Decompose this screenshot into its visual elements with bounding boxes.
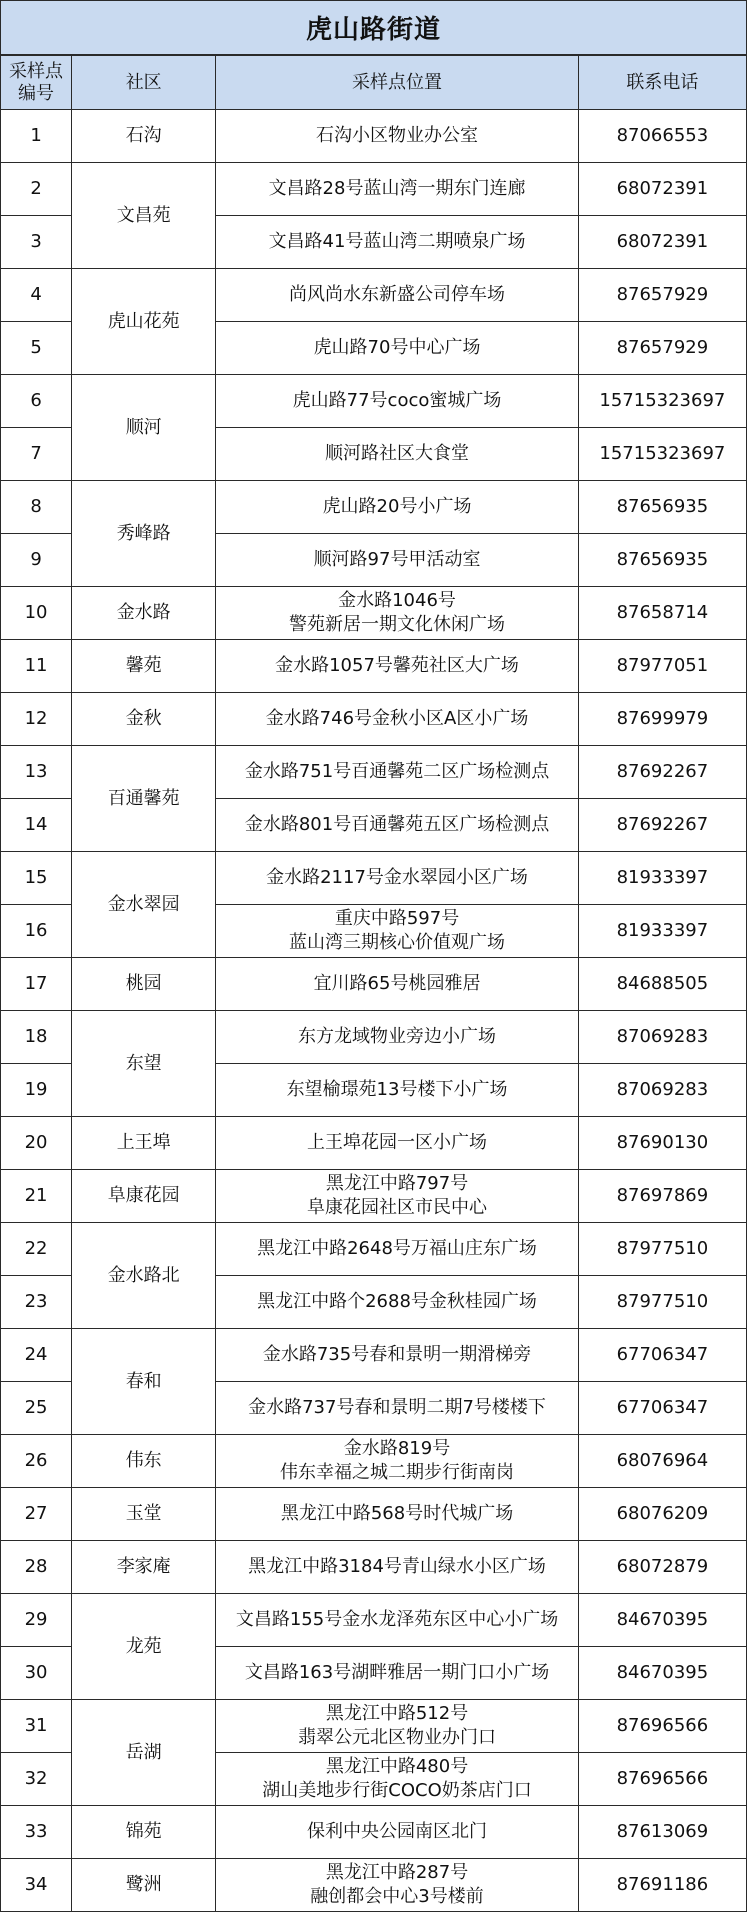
table-row xyxy=(1,1329,747,1382)
table-row xyxy=(1,640,747,693)
cell-location xyxy=(216,1859,578,1912)
cell-no: 21 xyxy=(1,1170,72,1223)
table-row xyxy=(1,1594,747,1647)
cell-location: 虎山路77号coco蜜城广场 xyxy=(216,375,578,428)
table-header-row xyxy=(1,56,747,110)
cell-location: 金水路1057号馨苑社区大广场 xyxy=(216,640,578,693)
cell-phone: 68072391 xyxy=(578,216,746,269)
cell-location: 黑龙江中路个2688号金秋桂园广场 xyxy=(216,1276,578,1329)
cell-phone: 67706347 xyxy=(578,1382,746,1435)
cell-community: 石沟 xyxy=(72,110,216,163)
cell-no: 30 xyxy=(1,1647,72,1700)
cell-phone: 87690130 xyxy=(578,1117,746,1170)
cell-location: 金水路735号春和景明一期滑梯旁 xyxy=(216,1329,578,1382)
cell-no: 13 xyxy=(1,746,72,799)
cell-location: 上王埠花园一区小广场 xyxy=(216,1117,578,1170)
cell-no: 6 xyxy=(1,375,72,428)
cell-no: 32 xyxy=(1,1753,72,1806)
cell-phone: 87699979 xyxy=(578,693,746,746)
cell-no: 9 xyxy=(1,534,72,587)
table-row xyxy=(1,1435,747,1488)
table-row xyxy=(1,1541,747,1594)
cell-phone: 84688505 xyxy=(578,958,746,1011)
cell-no: 23 xyxy=(1,1276,72,1329)
cell-no: 8 xyxy=(1,481,72,534)
cell-location: 石沟小区物业办公室 xyxy=(216,110,578,163)
table-row xyxy=(1,587,747,640)
location-line-1: 黑龙江中路797号 xyxy=(325,1173,469,1194)
cell-community: 鹭洲 xyxy=(72,1859,216,1912)
cell-location xyxy=(216,1170,578,1223)
cell-location xyxy=(216,1435,578,1488)
table-row xyxy=(1,852,747,905)
cell-location: 顺河路97号甲活动室 xyxy=(216,534,578,587)
cell-no: 28 xyxy=(1,1541,72,1594)
table-row xyxy=(1,110,747,163)
cell-location: 顺河路社区大食堂 xyxy=(216,428,578,481)
cell-location: 东望榆璟苑13号楼下小广场 xyxy=(216,1064,578,1117)
table-row xyxy=(1,693,747,746)
cell-phone: 87656935 xyxy=(578,481,746,534)
cell-community: 李家庵 xyxy=(72,1541,216,1594)
cell-community: 金水路北 xyxy=(72,1223,216,1329)
location-line-1: 黑龙江中路480号 xyxy=(325,1756,469,1777)
cell-community: 金秋 xyxy=(72,693,216,746)
cell-phone: 87696566 xyxy=(578,1700,746,1753)
cell-no: 34 xyxy=(1,1859,72,1912)
table-row xyxy=(1,163,747,216)
cell-no: 5 xyxy=(1,322,72,375)
cell-no: 25 xyxy=(1,1382,72,1435)
cell-no: 20 xyxy=(1,1117,72,1170)
location-line-1: 金水路819号 xyxy=(343,1438,451,1459)
cell-phone: 87656935 xyxy=(578,534,746,587)
cell-phone: 68072391 xyxy=(578,163,746,216)
cell-no: 17 xyxy=(1,958,72,1011)
cell-no: 12 xyxy=(1,693,72,746)
cell-no: 2 xyxy=(1,163,72,216)
cell-community: 金水翠园 xyxy=(72,852,216,958)
cell-location: 文昌路163号湖畔雅居一期门口小广场 xyxy=(216,1647,578,1700)
cell-no: 7 xyxy=(1,428,72,481)
cell-no: 1 xyxy=(1,110,72,163)
cell-phone: 87069283 xyxy=(578,1011,746,1064)
cell-no: 11 xyxy=(1,640,72,693)
location-line-2: 蓝山湾三期核心价值观广场 xyxy=(289,932,506,953)
cell-phone: 87069283 xyxy=(578,1064,746,1117)
cell-location: 尚风尚水东新盛公司停车场 xyxy=(216,269,578,322)
cell-no: 24 xyxy=(1,1329,72,1382)
cell-community: 东望 xyxy=(72,1011,216,1117)
cell-location: 金水路751号百通馨苑二区广场检测点 xyxy=(216,746,578,799)
cell-community: 顺河 xyxy=(72,375,216,481)
table-row xyxy=(1,1117,747,1170)
table-row xyxy=(1,746,747,799)
cell-location: 金水路737号春和景明二期7号楼楼下 xyxy=(216,1382,578,1435)
cell-no: 27 xyxy=(1,1488,72,1541)
header-phone: 联系电话 xyxy=(578,56,746,110)
cell-no: 15 xyxy=(1,852,72,905)
cell-community: 锦苑 xyxy=(72,1806,216,1859)
location-line-1: 黑龙江中路512号 xyxy=(325,1703,469,1724)
cell-no: 29 xyxy=(1,1594,72,1647)
header-location: 采样点位置 xyxy=(216,56,578,110)
location-line-2: 警苑新居一期文化休闲广场 xyxy=(289,614,506,635)
cell-phone: 15715323697 xyxy=(578,428,746,481)
table-row xyxy=(1,1011,747,1064)
cell-location: 东方龙域物业旁边小广场 xyxy=(216,1011,578,1064)
cell-location: 虎山路20号小广场 xyxy=(216,481,578,534)
cell-community: 龙苑 xyxy=(72,1594,216,1700)
cell-phone: 87977510 xyxy=(578,1276,746,1329)
table-row xyxy=(1,1170,747,1223)
cell-phone: 87657929 xyxy=(578,269,746,322)
header-community: 社区 xyxy=(72,56,216,110)
cell-no: 31 xyxy=(1,1700,72,1753)
location-line-2: 伟东幸福之城二期步行街南岗 xyxy=(280,1462,515,1483)
cell-location: 黑龙江中路2648号万福山庄东广场 xyxy=(216,1223,578,1276)
cell-no: 4 xyxy=(1,269,72,322)
cell-phone: 84670395 xyxy=(578,1594,746,1647)
cell-no: 33 xyxy=(1,1806,72,1859)
cell-phone: 68072879 xyxy=(578,1541,746,1594)
cell-phone: 68076209 xyxy=(578,1488,746,1541)
cell-location: 文昌路28号蓝山湾一期东门连廊 xyxy=(216,163,578,216)
cell-location: 黑龙江中路568号时代城广场 xyxy=(216,1488,578,1541)
cell-phone: 87657929 xyxy=(578,322,746,375)
table-row xyxy=(1,269,747,322)
cell-phone: 87977051 xyxy=(578,640,746,693)
cell-community: 秀峰路 xyxy=(72,481,216,587)
header-no: 采样点编号 xyxy=(1,56,72,110)
cell-community: 虎山花苑 xyxy=(72,269,216,375)
location-line-2: 湖山美地步行街COCO奶茶店门口 xyxy=(262,1780,532,1801)
cell-community: 上王埠 xyxy=(72,1117,216,1170)
cell-location: 文昌路41号蓝山湾二期喷泉广场 xyxy=(216,216,578,269)
cell-location xyxy=(216,1700,578,1753)
table-row xyxy=(1,1700,747,1753)
sampling-points-table xyxy=(0,55,747,1912)
location-line-1: 金水路1046号 xyxy=(338,590,456,611)
cell-phone: 87613069 xyxy=(578,1806,746,1859)
table-row xyxy=(1,1859,747,1912)
cell-location: 金水路801号百通馨苑五区广场检测点 xyxy=(216,799,578,852)
cell-phone: 67706347 xyxy=(578,1329,746,1382)
location-line-1: 黑龙江中路287号 xyxy=(325,1862,469,1883)
cell-phone: 81933397 xyxy=(578,905,746,958)
location-line-2: 阜康花园社区市民中心 xyxy=(307,1197,488,1218)
cell-no: 18 xyxy=(1,1011,72,1064)
cell-phone: 81933397 xyxy=(578,852,746,905)
cell-phone: 15715323697 xyxy=(578,375,746,428)
cell-location xyxy=(216,905,578,958)
cell-no: 26 xyxy=(1,1435,72,1488)
cell-community: 馨苑 xyxy=(72,640,216,693)
cell-phone: 87692267 xyxy=(578,746,746,799)
cell-no: 10 xyxy=(1,587,72,640)
cell-community: 文昌苑 xyxy=(72,163,216,269)
table-row xyxy=(1,375,747,428)
cell-location: 金水路746号金秋小区A区小广场 xyxy=(216,693,578,746)
cell-community: 桃园 xyxy=(72,958,216,1011)
cell-location: 宜川路65号桃园雅居 xyxy=(216,958,578,1011)
cell-phone: 87696566 xyxy=(578,1753,746,1806)
cell-no: 16 xyxy=(1,905,72,958)
cell-location: 虎山路70号中心广场 xyxy=(216,322,578,375)
table-row xyxy=(1,958,747,1011)
cell-no: 19 xyxy=(1,1064,72,1117)
cell-phone: 87697869 xyxy=(578,1170,746,1223)
cell-community: 岳湖 xyxy=(72,1700,216,1806)
location-line-2: 翡翠公元北区物业办门口 xyxy=(298,1727,497,1748)
cell-phone: 87692267 xyxy=(578,799,746,852)
cell-location xyxy=(216,1753,578,1806)
cell-community: 春和 xyxy=(72,1329,216,1435)
location-line-1: 重庆中路597号 xyxy=(334,908,460,929)
cell-community: 百通馨苑 xyxy=(72,746,216,852)
cell-no: 3 xyxy=(1,216,72,269)
location-line-2: 融创都会中心3号楼前 xyxy=(310,1886,484,1907)
cell-location: 文昌路155号金水龙泽苑东区中心小广场 xyxy=(216,1594,578,1647)
cell-community: 金水路 xyxy=(72,587,216,640)
cell-community: 伟东 xyxy=(72,1435,216,1488)
table-row xyxy=(1,1223,747,1276)
cell-phone: 87066553 xyxy=(578,110,746,163)
table-body xyxy=(1,110,747,1912)
cell-location xyxy=(216,587,578,640)
page-title: 虎山路街道 xyxy=(0,0,747,55)
cell-phone: 87658714 xyxy=(578,587,746,640)
table-row xyxy=(1,1806,747,1859)
cell-phone: 87977510 xyxy=(578,1223,746,1276)
table-row xyxy=(1,1488,747,1541)
cell-location: 金水路2117号金水翠园小区广场 xyxy=(216,852,578,905)
cell-phone: 87691186 xyxy=(578,1859,746,1912)
cell-location: 保利中央公园南区北门 xyxy=(216,1806,578,1859)
cell-phone: 68076964 xyxy=(578,1435,746,1488)
cell-community: 玉堂 xyxy=(72,1488,216,1541)
table-row xyxy=(1,481,747,534)
cell-no: 14 xyxy=(1,799,72,852)
cell-location: 黑龙江中路3184号青山绿水小区广场 xyxy=(216,1541,578,1594)
cell-no: 22 xyxy=(1,1223,72,1276)
cell-community: 阜康花园 xyxy=(72,1170,216,1223)
cell-phone: 84670395 xyxy=(578,1647,746,1700)
